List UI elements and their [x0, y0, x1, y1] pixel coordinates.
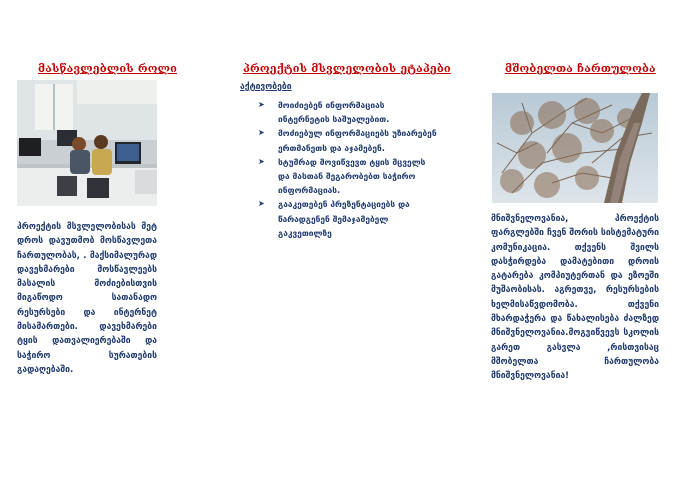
parent-involvement-heading: მშობელთა ჩართულობა [505, 62, 656, 75]
list-item [258, 98, 438, 126]
parent-involvement-text: მნიშვნელოვანია, პროექტის ფარგლებში ჩვენ შორის სისტემატური კომუნიკაცია. თქვენს შვილს დასჭირდება დამატებითი დროის გატარება კომპიუტერთან და ეზოეში მუშაობისას. აგრეთვე, რესურსების ხელმისაწვდომობა. თქვენი მხარდაჭერა და წახალისება ძალზედ მნიშვნელოვანია.მოგვიწვევს სკოლის გარეთ გასვლა ,რისთვისაც მშობელთა ჩართულობა მნიშვნელოვანია! [491, 214, 659, 382]
step-text: სტუმრად მოვიწვევთ ტყის მცველს და მასთან შეგარობებთ საჭირო ინფორმაციას. [278, 156, 426, 196]
classroom-photo [17, 80, 157, 206]
teacher-role-text: პროექტის მსვლელობისას მეტ დროს დავუთმობ მოსწავლეთა ჩართულობას, . მაქსიმალურად დავეხმარები მოსწავლეებს მასალის მოძიებისთვის მიგაწოდო სათანადო რესურსები და ინტერნეტ მისამართები. დავეხმარები ტყის დათვალიერებაში და საჭირო სურათების გადაღებაში. [17, 222, 157, 375]
tree-photo [492, 93, 658, 203]
step-text: გააკეთებენ პრეზენტაციებს და წარადგენენ შემაჯამებელ გაკვეთილზე [278, 199, 410, 238]
list-item [258, 126, 438, 154]
arrow-bullet-icon: ➤ [258, 128, 265, 138]
arrow-bullet-icon: ➤ [258, 100, 265, 109]
activity-steps-list [258, 98, 438, 240]
teacher-role-heading: მასწავლებლის როლი [38, 62, 178, 75]
arrow-bullet-icon: ➤ [258, 199, 265, 209]
arrow-bullet-icon: ➤ [258, 156, 265, 166]
step-text: მოძიებულ ინფორმაციებს უზიარებენ ერთმანეთს და აჯამებენ. [278, 128, 437, 153]
activities-subheading: აქტივობები [240, 82, 292, 92]
list-item [258, 155, 438, 198]
list-item [258, 197, 438, 240]
project-stages-heading: პროექტის მსვლელობის ეტაპები [243, 62, 451, 75]
classroom-photo-image [17, 80, 157, 206]
step-text: მოიძიებენ ინფორმაციას ინტერნეტის საშუალებით. [278, 100, 390, 125]
tree-photo-image [492, 93, 658, 203]
